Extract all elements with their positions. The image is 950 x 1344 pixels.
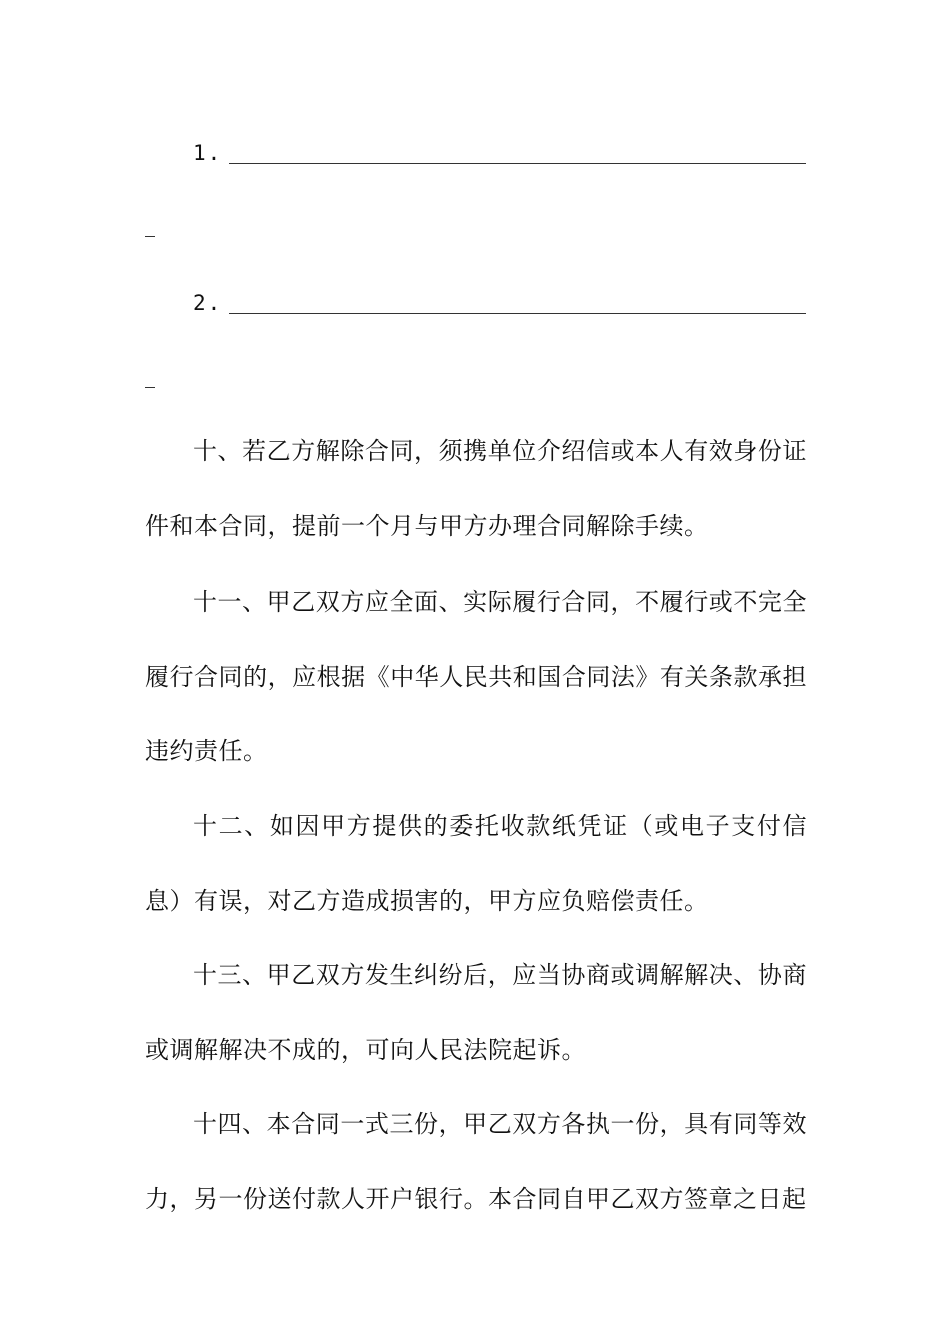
- blank-item-number: 1.: [193, 141, 223, 165]
- blank-item-number: 2.: [193, 291, 223, 315]
- clause-13: 十三、甲乙双方发生纠纷后，应当协商或调解解决、协商或调解解决不成的，可向人民法院起诉。: [145, 961, 807, 1064]
- blank-item-2: [193, 275, 806, 315]
- fill-in-line: [229, 293, 806, 314]
- clause-11: 十一、甲乙双方应全面、实际履行合同，不履行或不完全履行合同的，应根据《中华人民共和国合同法》有关条款承担违约责任。: [145, 588, 807, 765]
- fill-in-line-tail: [145, 386, 155, 388]
- blank-item-1: [193, 125, 806, 165]
- clause-10: 十、若乙方解除合同，须携单位介绍信或本人有效身份证件和本合同，提前一个月与甲方办理合同解除手续。: [145, 437, 807, 540]
- clause-14: 十四、本合同一式三份，甲乙双方各执一份，具有同等效力，另一份送付款人开户银行。本合同自甲乙双方签章之日起: [145, 1110, 807, 1213]
- clause-12: 十二、如因甲方提供的委托收款纸凭证（或电子支付信息）有误，对乙方造成损害的，甲方应负赔偿责任。: [145, 812, 807, 915]
- fill-in-line-tail: [145, 235, 155, 237]
- fill-in-line: [229, 143, 806, 164]
